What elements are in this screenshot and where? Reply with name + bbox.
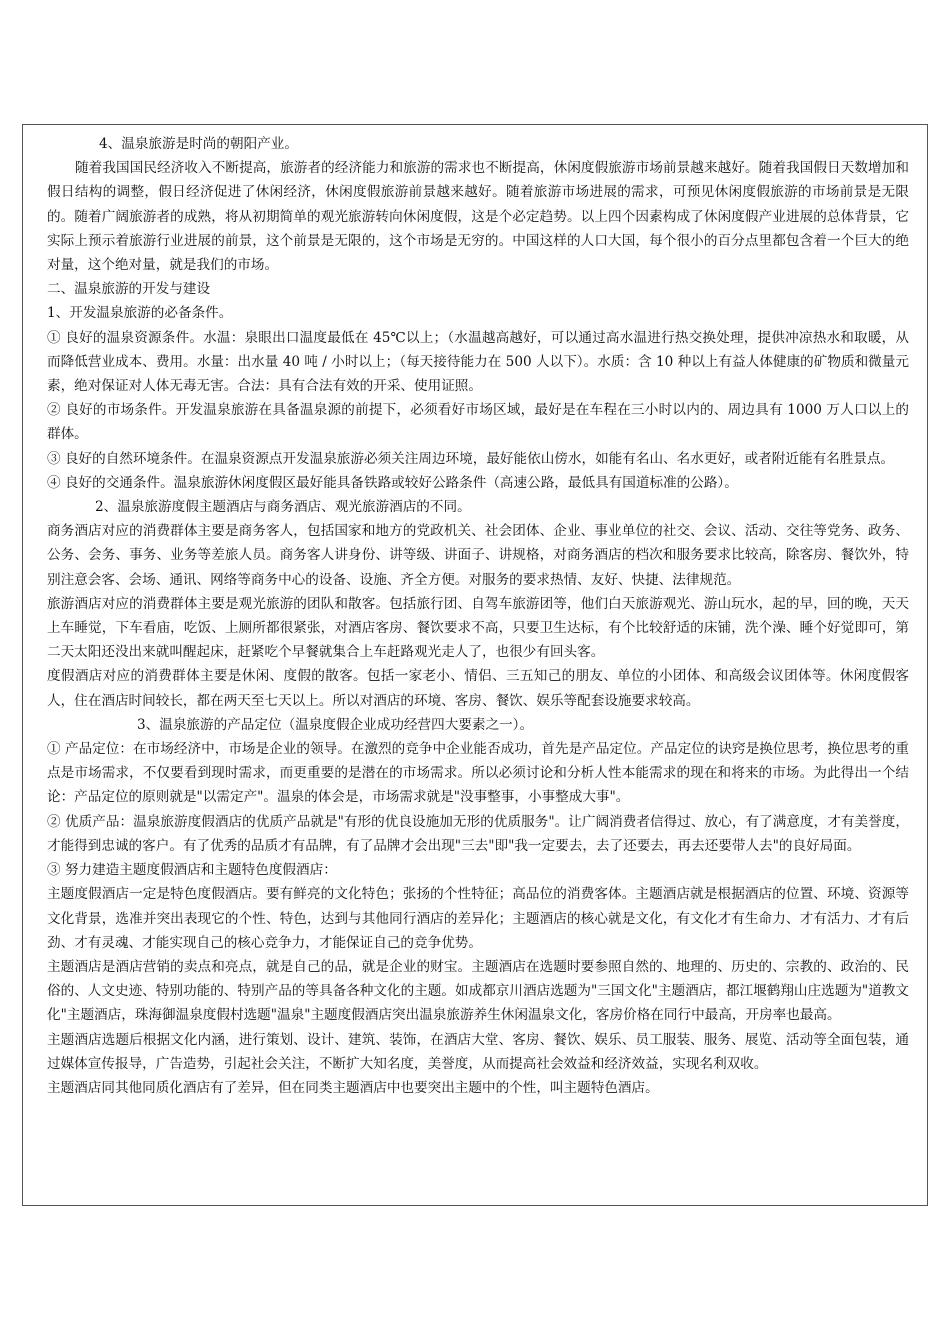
- item-theme-hotels: ③ 努力建造主题度假酒店和主题特色度假酒店：: [47, 862, 337, 879]
- item-transport-conditions: ④ 良好的交通条件。温泉旅游休闲度假区最好能具备铁路或较好公路条件（高速公路，最低具有国道标准的公路）。: [47, 474, 738, 491]
- item-product-positioning: ① 产品定位：在市场经济中，市场是企业的领导。在激烈的竞争中企业能否成功，首先是产品定位。产品定位的诀窍是换位思考，换位思考的重点是市场需求，不仅要看到现时需求，而更重要的是潜在的市场需求。所以必须讨论和分析人性本能需求的现在和将来的市场。为此得出一个结论：产品定位的原则就是"以需定产"。温泉的体会是，市场需求就是"没事整事，小事整成大事"。: [47, 741, 909, 806]
- item-resource-conditions: ① 良好的温泉资源条件。水温：泉眼出口温度最低在 45℃以上；（水温越高越好，可以通过高水温进行热交换处理，提供冲凉热水和取暖，从而降低营业成本、费用。水量：出水量 40 吨 / 小时以上；（每天接待能力在 500 人以下）。水质：含 10 种以上有益人体健康的矿物质和微量元素，绝对保证对人体无毒无害。合法：具有合法有效的开采、使用证照。: [47, 329, 909, 395]
- paragraph-theme-feature-hotel: 主题酒店同其他同质化酒店有了差异，但在同类主题酒店中也要突出主题中的个性，叫主题特色酒店。: [47, 1079, 659, 1096]
- heading-1-necessary-conditions: 1、开发温泉旅游的必备条件。: [47, 305, 233, 322]
- heading-2-hotel-differences: 2、温泉旅游度假主题酒店与商务酒店、观光旅游酒店的不同。: [95, 499, 471, 516]
- heading-4-hot-spring-sunrise-industry: 4、温泉旅游是时尚的朝阳产业。: [99, 136, 298, 152]
- item-quality-products: ② 优质产品：温泉旅游度假酒店的优质产品就是"有形的优良设施加无形的优质服务"。让广阔消费者信得过、放心，有了满意度，才有美誉度，才能得到忠诚的客户。有了优秀的品质才有品牌，有了品牌才会出现"三去"即"我一定要去，去了还要去，再去还要带人去"的良好局面。: [47, 813, 909, 854]
- paragraph-resort-hotel: 度假酒店对应的消费群体主要是休闲、度假的散客。包括一家老小、情侣、三五知己的朋友、单位的小团体、和高级会议团体等。休闲度假客人，住在酒店时间较长，都在两天至七天以上。所以对酒店的环境、客房、餐饮、娱乐等配套设施要求较高。: [47, 668, 909, 709]
- heading-3-product-positioning: 3、温泉旅游的产品定位（温泉度假企业成功经营四大要素之一）。: [137, 716, 534, 733]
- paragraph-theme-hotel-packaging: 主题酒店选题后根据文化内涵，进行策划、设计、建筑、装饰，在酒店大堂、客房、餐饮、娱乐、员工服装、服务、展览、活动等全面包装，通过媒体宣传报导，广告造势，引起社会关注，不断扩大知名度，美誉度，从而提高社会效益和经济效益，实现名利双收。: [47, 1031, 909, 1072]
- paragraph-market-outlook: 随着我国国民经济收入不断提高，旅游者的经济能力和旅游的需求也不断提高，休闲度假旅游市场前景越来越好。随着我国假日天数增加和假日结构的调整，假日经济促进了休闲经济，休闲度假旅游前景越来越好。随着旅游市场进展的需求，可预见休闲度假旅游的市场前景是无限的。随着广阔旅游者的成熟，将从初期简单的观光旅游转向休闲度假，这是个必定趋势。以上四个因素构成了休闲度假产业进展的总体背景，它实际上预示着旅游行业进展的前景，这个前景是无限的，这个市场是无穷的。中国这样的人口大国，每个很小的百分点里都包含着一个巨大的绝对量，这个绝对量，就是我们的市场。: [47, 160, 909, 274]
- document-frame: [22, 124, 928, 1206]
- section-heading-development: 二、温泉旅游的开发与建设: [47, 281, 211, 298]
- paragraph-theme-hotel-culture: 主题度假酒店一定是特色度假酒店。要有鲜亮的文化特色；张扬的个性特征；高品位的消费客体。主题酒店就是根据酒店的位置、环境、资源等文化背景，选准并突出表现它的个性、特色，达到与其他同行酒店的差异化；主题酒店的核心就是文化，有文化才有生命力、才有活力、才有后劲、才有灵魂、才能实现自己的核心竞争力，才能保证自己的竞争优势。: [47, 886, 909, 951]
- paragraph-business-hotel: 商务酒店对应的消费群体主要是商务客人，包括国家和地方的党政机关、社会团体、企业、事业单位的社交、会议、活动、交往等党务、政务、公务、会务、事务、业务等差旅人员。商务客人讲身份、讲等级、讲面子、讲规格，对商务酒店的档次和服务要求比较高，除客房、餐饮外，特别注意会客、会场、通讯、网络等商务中心的设备、设施、齐全方便。对服务的要求热情、友好、快捷、法律规范。: [47, 523, 909, 588]
- paragraph-tourist-hotel: 旅游酒店对应的消费群体主要是观光旅游的团队和散客。包括旅行团、自驾车旅游团等，他们白天旅游观光、游山玩水，起的早，回的晚，天天上车睡觉，下车看庙，吃饭、上厕所都很紧张，对酒店客房、餐饮要求不高，只要卫生达标，有个比较舒适的床铺，洗个澡、睡个好觉即可，第二天太阳还没出来就叫醒起床，赶紧吃个早餐就集合上车赶路观光走人了，也很少有回头客。: [47, 595, 909, 661]
- paragraph-theme-hotel-selling-point: 主题酒店是酒店营销的卖点和亮点，就是自己的品，就是企业的财宝。主题酒店在选题时要参照自然的、地理的、历史的、宗教的、政治的、民俗的、人文史迹、特别功能的、特别产品的等具备各种文化的主题。如成都京川酒店选题为"三国文化"主题酒店，都江堰鹤翔山庄选题为"道教文化"主题酒店，珠海御温泉度假村选题"温泉"主题度假酒店突出温泉旅游养生休闲温泉文化，客房价格在同行中最高，开房率也最高。: [47, 958, 909, 1024]
- item-market-conditions: ② 良好的市场条件。开发温泉旅游在具备温泉源的前提下，必须看好市场区域，最好是在车程在三小时以内的、周边具有 1000 万人口以上的群体。: [47, 402, 909, 443]
- item-natural-environment: ③ 良好的自然环境条件。在温泉资源点开发温泉旅游必须关注周边环境，最好能依山傍水，如能有名山、名水更好，或者附近能有名胜景点。: [47, 450, 895, 467]
